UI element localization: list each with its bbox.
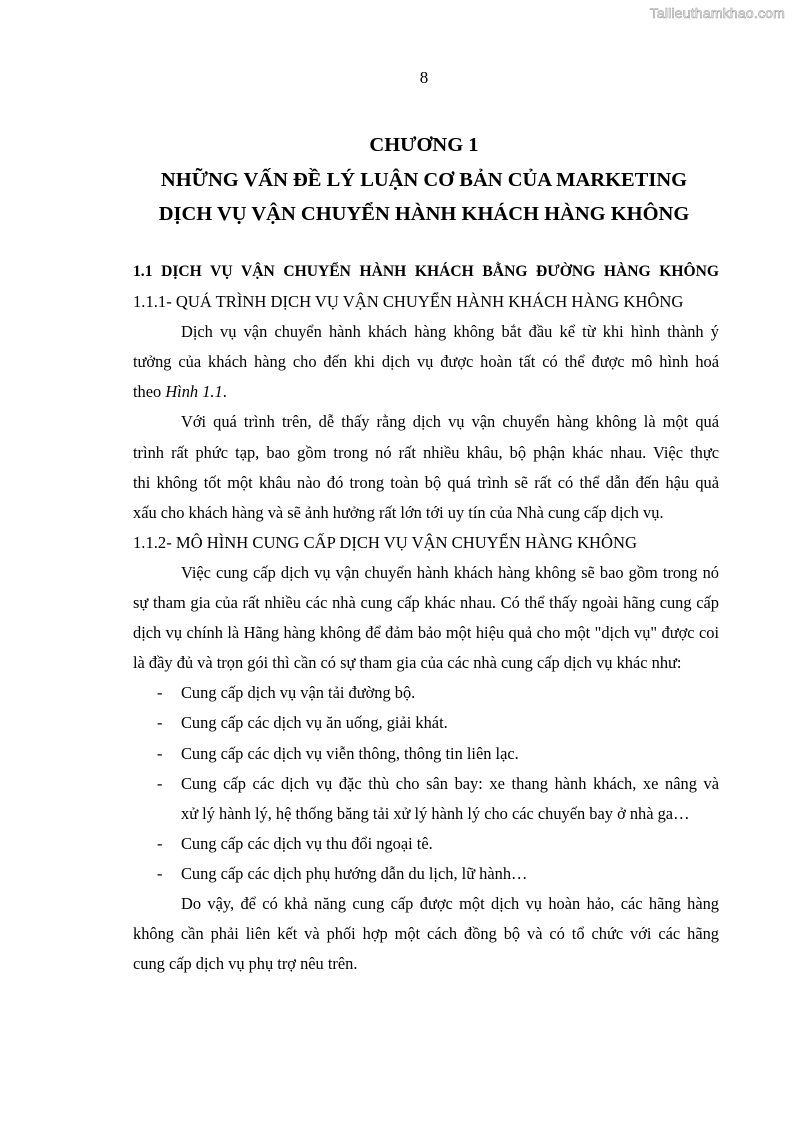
bullet-dash: - (157, 833, 163, 853)
paragraph-4 (133, 889, 719, 979)
bullet-dash: - (157, 713, 163, 733)
paragraph-line: Với quá trình trên, dễ thấy rằng dịch vụ vận chuyển hàng không là một quá (181, 412, 719, 432)
bullet-dash: - (157, 773, 163, 793)
paragraph-line: Dịch vụ vận chuyển hành khách hàng không bắt đầu kể từ khi hình thành ý (181, 322, 719, 342)
section-heading-1-1: 1.1 DỊCH VỤ VẬN CHUYỂN HÀNH KHÁCH BẰNG ĐƯỜNG HÀNG KHÔNG (133, 263, 719, 280)
paragraph-line: cung cấp dịch vụ phụ trợ nêu trên. (133, 954, 358, 974)
text: theo (133, 382, 166, 402)
bullet-dash: - (157, 743, 163, 763)
list-item (133, 708, 719, 738)
paragraph-line: trình rất phức tạp, bao gồm trong nó rất nhiều khâu, bộ phận khác nhau. Việc thực (133, 442, 719, 462)
figure-reference: Hình 1.1 (165, 382, 223, 402)
paragraph-line: dịch vụ chính là Hãng hàng không để đảm bảo một hiệu quả cho một "dịch vụ" được coi (133, 623, 719, 643)
paragraph-line: là đầy đủ và trọn gói thì cần có sự tham gia của các nhà cung cấp dịch vụ khác như: (133, 653, 682, 673)
list-item-text: Cung cấp các dịch vụ viễn thông, thông tin liên lạc. (181, 743, 519, 763)
chapter-title-line-1: NHỮNG VẤN ĐỀ LÝ LUẬN CƠ BẢN CỦA MARKETING (160, 169, 688, 191)
list-item-text: Cung cấp các dịch vụ đặc thù cho sân bay: xe thang hành khách, xe nâng và (181, 773, 719, 793)
list-item (133, 829, 719, 859)
list-item-text: Cung cấp các dịch phụ hướng dẫn du lịch, lữ hành… (181, 863, 528, 883)
document-body (133, 257, 719, 979)
paragraph-line: thi không tốt một khâu nào đó trong toàn bộ quá trình sẽ rất có thể dẫn đến hậu quả (133, 472, 719, 492)
bullet-dash: - (157, 863, 163, 883)
list-item (133, 739, 719, 769)
paragraph-line: xấu cho khách hàng và sẽ ảnh hưởng rất lớn tới uy tín của Nhà cung cấp dịch vụ. (133, 502, 664, 522)
chapter-title-line-2: DỊCH VỤ VẬN CHUYỂN HÀNH KHÁCH HÀNG KHÔNG (158, 203, 690, 225)
chapter-label: CHƯƠNG 1 (369, 134, 479, 156)
paragraph-line: Việc cung cấp dịch vụ vận chuyển hành khách hàng không sẽ bao gồm trong nó (181, 562, 719, 582)
bullet-list (133, 678, 719, 889)
section-heading-1-1-1: 1.1.1- QUÁ TRÌNH DỊCH VỤ VẬN CHUYỂN HÀNH KHÁCH HÀNG KHÔNG (133, 292, 684, 312)
paragraph-line: không cần phải liên kết và phối hợp một cách đồng bộ và có tổ chức với các hãng (133, 924, 719, 944)
paragraph-1 (133, 317, 719, 407)
watermark: Tailieuthamkhao.com (649, 5, 785, 21)
page-number: 8 (419, 68, 429, 87)
text: . (222, 382, 227, 402)
paragraph-line: sự tham gia của rất nhiều các nhà cung cấp khác nhau. Có thể thấy ngoài hãng cung cấp (133, 593, 719, 613)
list-item (133, 859, 719, 889)
list-item-text: Cung cấp dịch vụ vận tải đường bộ. (181, 683, 416, 703)
list-item (133, 769, 719, 799)
paragraph-line (133, 377, 719, 407)
bullet-dash: - (157, 683, 163, 703)
paragraph-line: tưởng của khách hàng cho đến khi dịch vụ được hoàn tất có thể được mô hình hoá (133, 352, 719, 372)
list-item-text: Cung cấp các dịch vụ ăn uống, giải khát. (181, 713, 448, 733)
paragraph-3 (133, 558, 719, 678)
paragraph-line: Do vậy, để có khả năng cung cấp được một dịch vụ hoàn hảo, các hãng hàng (181, 893, 719, 913)
paragraph-2 (133, 407, 719, 527)
list-item (133, 678, 719, 708)
section-heading-1-1-2: 1.1.2- MÔ HÌNH CUNG CẤP DỊCH VỤ VẬN CHUYỂN HÀNG KHÔNG (133, 532, 637, 552)
list-item-text: Cung cấp các dịch vụ thu đổi ngoại tê. (181, 833, 433, 853)
list-item-continuation: xử lý hành lý, hệ thống băng tải xử lý hành lý cho các chuyến bay ở nhà ga… (181, 803, 690, 823)
